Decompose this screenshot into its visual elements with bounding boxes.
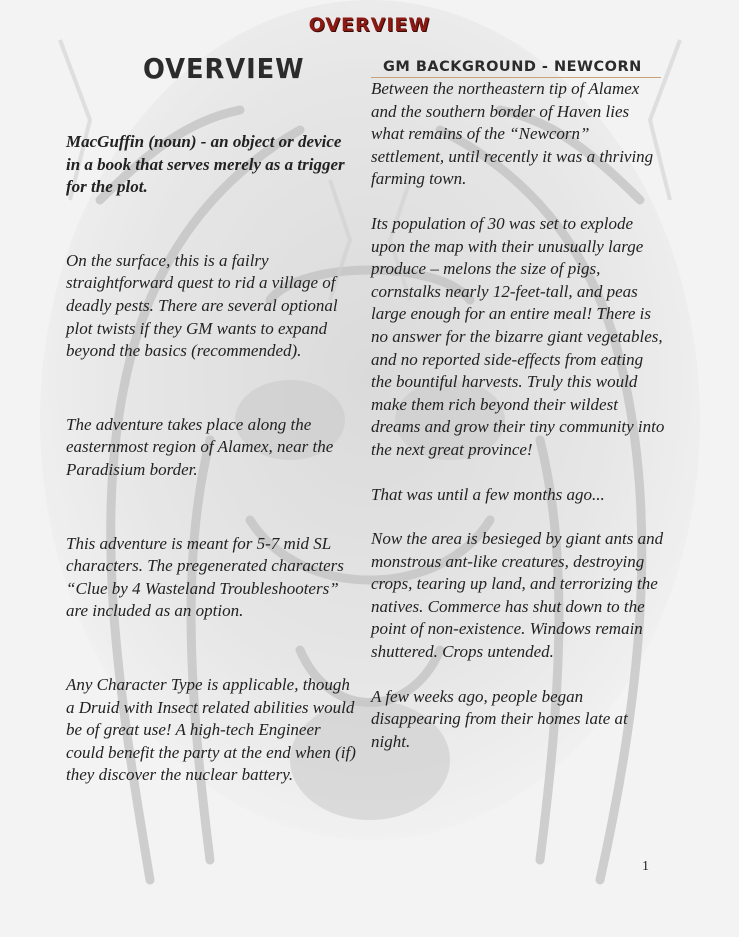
gm-background-heading: GM BACKGROUND - NEWCORN — [371, 58, 661, 78]
background-paragraph-3: That was until a few months ago... — [371, 484, 605, 504]
background-paragraph-2: Its population of 30 was set to explode upon the map with their unusually large produce – melons the size of pigs, cornstalks nearly 12-feet-tall, and peas large enough for an entire meal! There is no answer for the bizarre giant vegetables, and no reported side-effects from eating the bountiful harvests. Truly this would make them rich beyond their wildest dreams and grow their tiny community into the next great province! — [371, 213, 665, 459]
overview-title: OVERVIEW — [143, 52, 305, 85]
macguffin-definition: MacGuffin (noun) - an object or device in a book that serves merely as a trigger for the plot. — [66, 132, 345, 197]
left-column — [66, 52, 356, 787]
background-paragraph-1: Between the northeastern tip of Alamex and the southern border of Haven lies what remains of the “Newcorn” settlement, until recently it was a thriving farming town. — [371, 79, 654, 189]
background-paragraph-5: A few weeks ago, people began disappearing from their homes late at night. — [371, 686, 628, 751]
overview-paragraph-3: This adventure is meant for 5-7 mid SL characters. The pregenerated characters “Clue by 4 Wasteland Troubleshooters” are included as an option. — [66, 533, 344, 621]
right-column — [371, 58, 665, 753]
running-header: OVERVIEW — [308, 14, 431, 36]
background-paragraph-4: Now the area is besieged by giant ants and monstrous ant-like creatures, destroying crops, tearing up land, and terrorizing the natives. Commerce has shut down to the point of non-existence. Windows remain shuttered. Crops untended. — [371, 529, 664, 662]
page-number: 1 — [642, 859, 649, 874]
overview-paragraph-1: On the surface, this is a failry straightforward quest to rid a village of deadly pests. There are several optional plot twists if they GM wants to expand beyond the basics (recommended). — [66, 250, 338, 361]
overview-paragraph-4: Any Character Type is applicable, though a Druid with Insect related abilities would be of great use! A high-tech Engineer could benefit the party at the end when (if) they discover the nuclear battery. — [66, 674, 356, 785]
overview-paragraph-2: The adventure takes place along the easternmost region of Alamex, near the Paradisium border. — [66, 414, 334, 479]
